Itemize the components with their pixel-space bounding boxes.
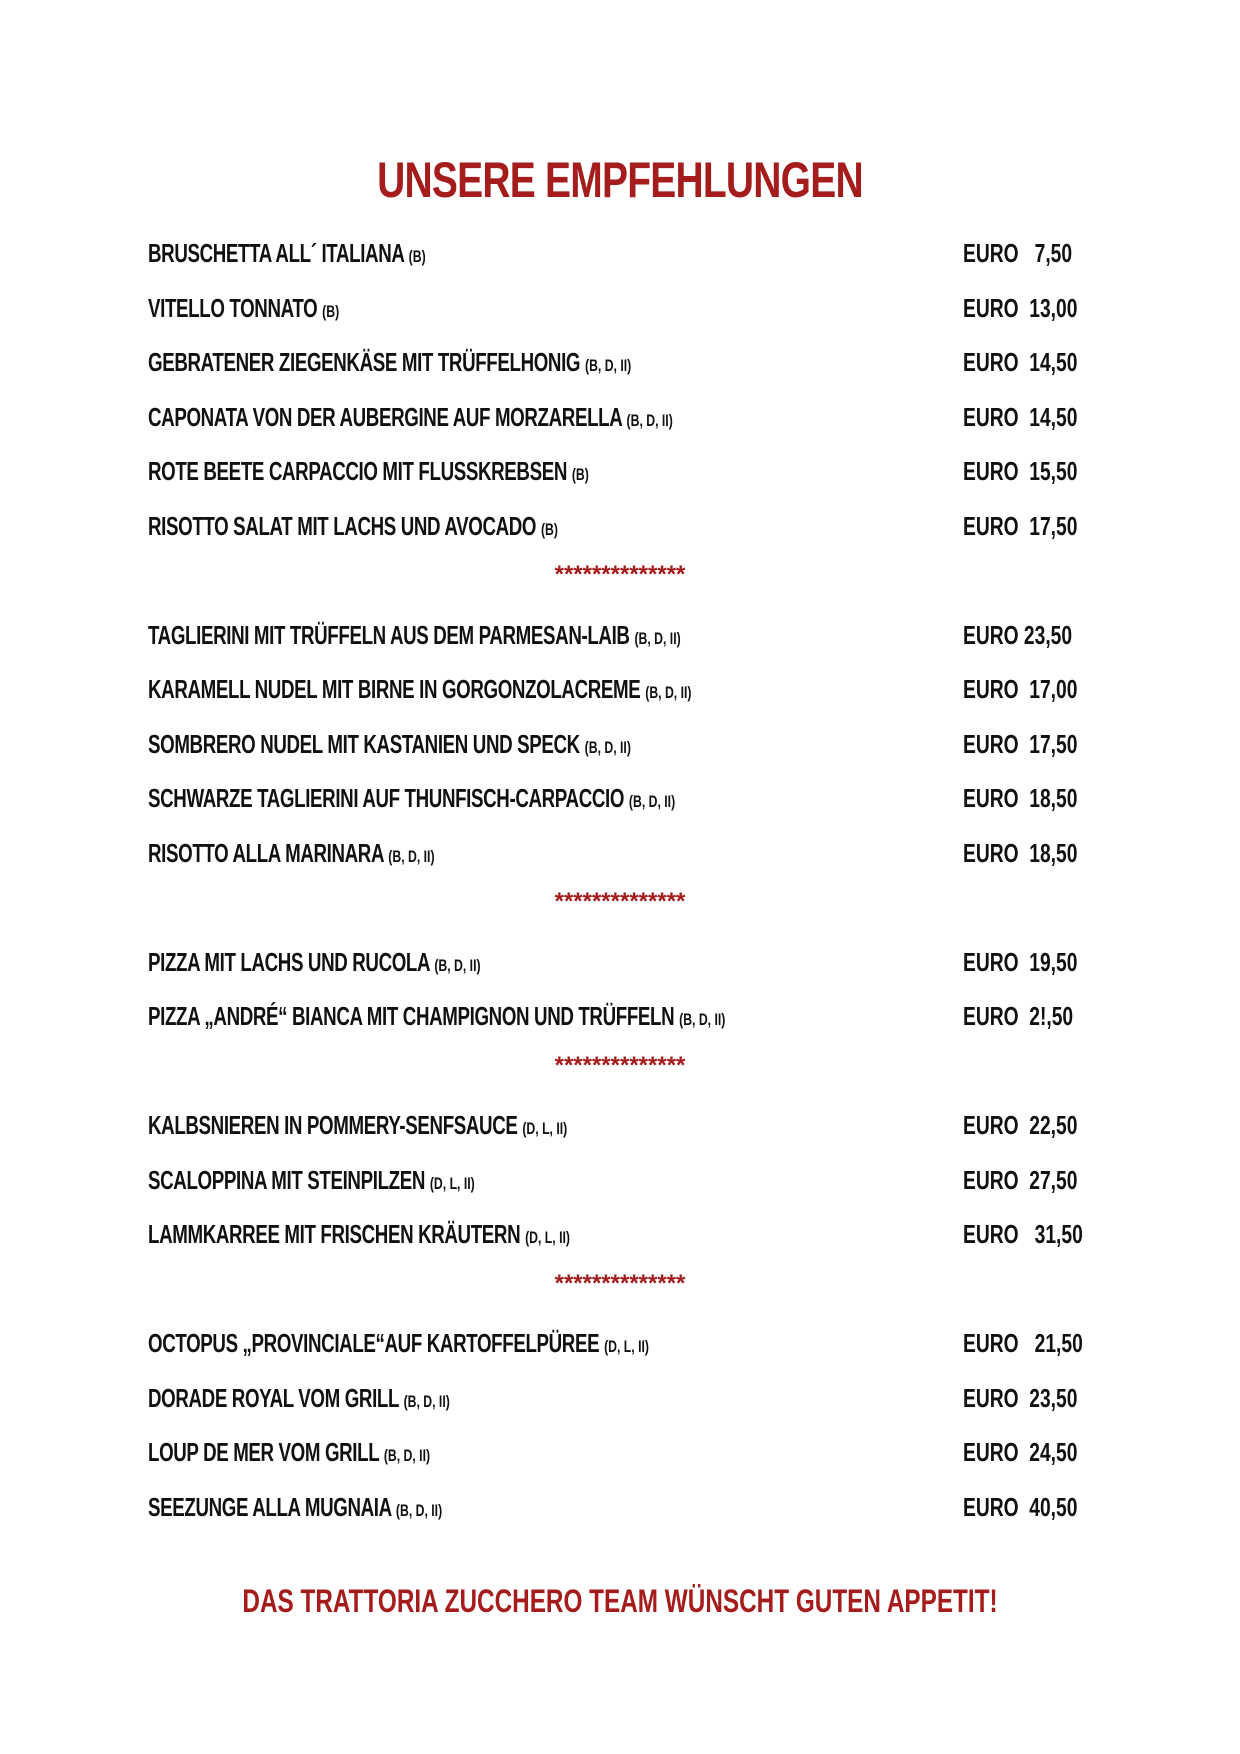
allergen-codes: (B, D, II) (584, 737, 631, 757)
allergen-codes: (B) (571, 465, 589, 484)
footer-message: DAS TRATTORIA ZUCCHERO TEAM WÜNSCHT GUTEN APPETIT! (242, 1583, 998, 1619)
allergen-codes: (B, D, II) (628, 792, 676, 811)
menu-item-name-line (148, 729, 631, 763)
allergen-codes: (B, D, II) (403, 1391, 450, 1411)
dish-price: EURO 19,50 (963, 946, 1078, 977)
allergen-codes: (B, D, II) (626, 410, 673, 430)
menu-item-name-line (148, 1437, 430, 1471)
dish-price: EURO 14,50 (963, 401, 1078, 432)
menu-item-name-line (148, 674, 691, 708)
allergen-codes: (B, D, II) (679, 1010, 726, 1029)
allergen-codes: (B) (322, 301, 340, 321)
menu-item-name-line (148, 293, 339, 327)
dish-price: EURO 22,50 (963, 1110, 1078, 1140)
menu-item-name-line (148, 1383, 450, 1417)
menu-item (0, 830, 1240, 885)
menu-item (0, 230, 1240, 285)
dish-name: DORADE ROYAL VOM GRILL (148, 1382, 399, 1413)
menu-item-name-line (148, 1219, 570, 1253)
menu-item (0, 612, 1240, 667)
menu-item (0, 1484, 1240, 1539)
dish-price: EURO 18,50 (963, 837, 1078, 868)
page-title: UNSERE EMPFEHLUNGEN (377, 152, 863, 208)
separator-stars: ************** (554, 561, 686, 588)
dish-name: BRUSCHETTA ALL´ ITALIANA (148, 238, 404, 268)
dish-price: EURO 17,00 (963, 674, 1078, 704)
separator-stars: ************** (554, 888, 686, 915)
dish-price: EURO 27,50 (963, 1164, 1078, 1195)
dish-price: EURO 2!,50 (963, 1001, 1074, 1031)
separator-stars: ************** (554, 1269, 686, 1297)
allergen-codes: (B, D, II) (388, 846, 435, 866)
dish-name: SOMBRERO NUDEL MIT KASTANIEN UND SPECK (148, 728, 580, 759)
dish-name: KARAMELL NUDEL MIT BIRNE IN GORGONZOLACREME (148, 674, 641, 704)
dish-name: PIZZA MIT LACHS UND RUCOLA (148, 946, 430, 977)
dish-name: LOUP DE MER VOM GRILL (148, 1437, 379, 1467)
dish-price: EURO 40,50 (963, 1491, 1078, 1522)
allergen-codes: (B, D, II) (434, 955, 481, 975)
menu-item (0, 1102, 1240, 1157)
menu-item-name-line (148, 838, 435, 872)
menu-item (0, 993, 1240, 1048)
allergen-codes: (B, D, II) (634, 628, 681, 648)
menu-item (0, 721, 1240, 776)
menu-item (0, 939, 1240, 994)
allergen-codes: (B, D, II) (645, 683, 692, 702)
dish-name: KALBSNIEREN IN POMMERY-SENFSAUCE (148, 1110, 518, 1140)
allergen-codes: (D, L, II) (604, 1337, 649, 1356)
menu-item (0, 285, 1240, 340)
dish-price: EURO 23,50 (963, 1382, 1078, 1413)
dish-name: GEBRATENER ZIEGENKÄSE MIT TRÜFFELHONIG (148, 347, 581, 377)
menu-item-name-line (148, 1110, 567, 1144)
menu-item-name-line (148, 620, 681, 654)
dish-name: VITELLO TONNATO (148, 292, 318, 323)
menu-item-name-line (148, 1328, 649, 1362)
section-separator (0, 884, 1240, 939)
dish-name: SCHWARZE TAGLIERINI AUF THUNFISCH-CARPACCIO (148, 783, 625, 813)
menu-item-name-line (148, 947, 481, 981)
menu-item-name-line (148, 456, 589, 490)
menu-item-name-line (148, 347, 631, 381)
dish-name: RISOTTO ALLA MARINARA (148, 837, 384, 868)
menu-item (0, 503, 1240, 558)
dish-price: EURO 23,50 (963, 619, 1073, 650)
menu-item (0, 339, 1240, 394)
dish-price: EURO 21,50 (963, 1328, 1083, 1358)
allergen-codes: (D, L, II) (429, 1173, 475, 1193)
dish-price: EURO 14,50 (963, 347, 1078, 377)
dish-name: ROTE BEETE CARPACCIO MIT FLUSSKREBSEN (148, 456, 567, 486)
dish-name: RISOTTO SALAT MIT LACHS UND AVOCADO (148, 510, 537, 541)
section-separator (0, 1048, 1240, 1103)
menu-item-name-line (148, 238, 426, 272)
menu-item (0, 1429, 1240, 1484)
dish-name: PIZZA „ANDRÉ“ BIANCA MIT CHAMPIGNON UND TRÜFFELN (148, 1001, 675, 1031)
allergen-codes: (B, D, II) (395, 1500, 443, 1520)
menu-item (0, 775, 1240, 830)
menu-item (0, 448, 1240, 503)
dish-price: EURO 7,50 (963, 238, 1073, 268)
menu-item-name-line (148, 1001, 725, 1035)
separator-stars: ************** (554, 1051, 686, 1079)
dish-price: EURO 31,50 (963, 1219, 1083, 1249)
menu-item-name-line (148, 511, 558, 545)
dish-name: LAMMKARREE MIT FRISCHEN KRÄUTERN (148, 1219, 521, 1249)
allergen-codes: (B) (408, 247, 426, 266)
dish-name: SEEZUNGE ALLA MUGNAIA (148, 1491, 392, 1522)
dish-price: EURO 15,50 (963, 456, 1078, 486)
menu-item-name-line (148, 1165, 475, 1199)
menu-item (0, 394, 1240, 449)
dish-name: OCTOPUS „PROVINCIALE“AUF KARTOFFELPÜREE (148, 1328, 600, 1358)
dish-price: EURO 18,50 (963, 783, 1078, 813)
menu-item-name-line (148, 1492, 442, 1526)
menu-item (0, 666, 1240, 721)
allergen-codes: (D, L, II) (525, 1228, 570, 1247)
section-separator (0, 557, 1240, 612)
dish-price: EURO 13,00 (963, 292, 1078, 323)
dish-price: EURO 17,50 (963, 728, 1078, 759)
dish-name: TAGLIERINI MIT TRÜFFELN AUS DEM PARMESAN-LAIB (148, 619, 630, 650)
menu-item (0, 1211, 1240, 1266)
menu-item (0, 1375, 1240, 1430)
allergen-codes: (B) (540, 519, 558, 539)
dish-price: EURO 24,50 (963, 1437, 1078, 1467)
section-separator (0, 1266, 1240, 1321)
dish-name: SCALOPPINA MIT STEINPILZEN (148, 1164, 425, 1195)
allergen-codes: (D, L, II) (522, 1119, 568, 1138)
menu-item (0, 1157, 1240, 1212)
menu-list (0, 230, 1240, 1538)
dish-name: CAPONATA VON DER AUBERGINE AUF MORZARELLA (148, 401, 622, 432)
allergen-codes: (B, D, II) (584, 356, 632, 375)
dish-price: EURO 17,50 (963, 510, 1078, 541)
menu-item-name-line (148, 402, 673, 436)
menu-item (0, 1320, 1240, 1375)
allergen-codes: (B, D, II) (383, 1446, 431, 1465)
menu-item-name-line (148, 783, 675, 817)
